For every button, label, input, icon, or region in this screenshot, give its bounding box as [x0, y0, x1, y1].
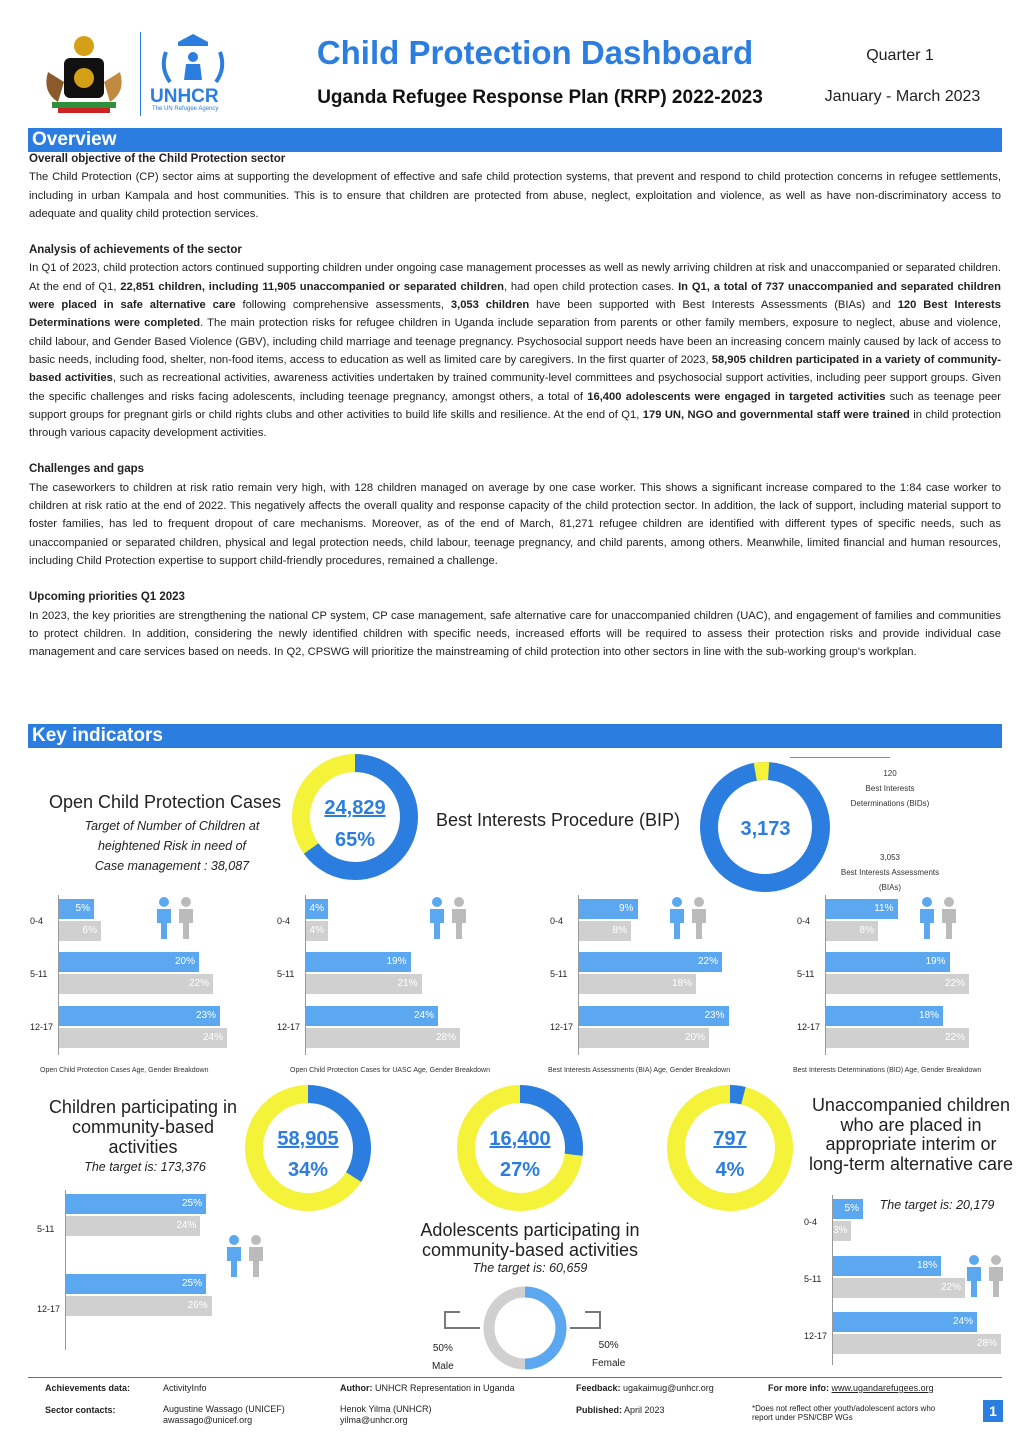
bar-female: 23% — [579, 1006, 729, 1026]
bar-female: 19% — [826, 952, 950, 972]
bid-callout: 120 Best Interests Determinations (BIDs) — [850, 769, 930, 808]
chart-caption: Open Child Protection Cases for UASC Age, Gender Breakdown — [290, 1067, 490, 1074]
page-title: Child Protection Dashboard — [316, 34, 754, 71]
header-divider — [140, 32, 141, 116]
unhcr-logo — [148, 32, 238, 116]
overview-heading: Overview — [28, 128, 1002, 152]
adolescents-title: Adolescents participating in community-based activities — [420, 1220, 640, 1260]
adolescents-pct: 27% — [499, 1159, 541, 1181]
age-label: 12-17 — [804, 1330, 828, 1341]
analysis-text: In Q1 of 2023, child protection actors continued supporting children under ongoing case management processes as well as newly arriving children at risk and unaccompanied or separated children. At the end of Q1, 22,851 children, including 11,905 unaccompanied or separated children, had open child protection cases. In Q1, a total of 737 unaccompanied and separated children were placed in safe alternative care following comprehensive assessments, 3,053 children have been supported with Best Interests Assessments (BIAs) and 120 Best Interests Determinations were completed. The main protection risks for refugee children in Uganda include separation from parents or other family members, exposure to neglect, abuse and violence, child labour, and Gender Based Violence (GBV), including child marriage and teenage pregnancy. Psychosocial support needs have been an increasing concern mainly caused by lack of access to basic needs, including food, shelter, non-food items, access to education as well as limited care by caregivers. In the first quarter of 2023, 58,905 children participated in a variety of community-based activities, such as recreational activities, awareness activities undertaken by trained community-level committees and psychosocial support activities, including peer support groups. Given the specific challenges and risks facing adolescents, including teenage pregnancy, amongst others, a total of 16,400 adolescents were engaged in targeted activities such as teenage peer support groups for pregnant girls or child rights clubs and other activities to build life skills and resilience. At the end of Q1, 179 UN, NGO and governmental staff were trained in child protection through various capacity development activities. — [29, 262, 1002, 440]
bar-female: 5% — [59, 899, 94, 919]
published: Published: April 2023 — [576, 1405, 665, 1415]
age-label: 5-11 — [37, 1224, 55, 1234]
open-cases-title: Open Child Protection Cases — [48, 792, 282, 812]
community-target: The target is: 173,376 — [84, 1160, 206, 1174]
age-label: 5-11 — [804, 1274, 822, 1284]
bar-male: 22% — [826, 1028, 969, 1048]
uganda-coat-of-arms — [38, 32, 130, 116]
feedback: Feedback: ugakaimug@unhcr.org — [576, 1383, 714, 1393]
uasc-title: Unaccompanied children who are placed in appropriate interim or long-term alternative care — [808, 1095, 1014, 1174]
male-person-icon — [450, 897, 468, 939]
age-label: 0-4 — [797, 915, 811, 926]
unhcr-tagline: The UN Refugee Agency — [152, 106, 219, 112]
community-title: Children participating in community-based activities — [48, 1097, 238, 1157]
bar-female: 25% — [66, 1274, 206, 1294]
age-label: 5-11 — [550, 969, 568, 979]
bid-leader — [790, 757, 890, 758]
bar-male: 21% — [306, 974, 422, 994]
bar-male: 28% — [833, 1334, 1001, 1354]
bar-female: 9% — [579, 899, 638, 919]
age-label: 12-17 — [30, 1022, 54, 1033]
age-label: 5-11 — [277, 969, 295, 979]
adolescents-gender-donut — [440, 1280, 610, 1370]
author: Author: UNHCR Representation in Uganda — [340, 1383, 515, 1393]
bar-male: 22% — [59, 974, 213, 994]
open-cases-pct: 65% — [334, 829, 376, 851]
bar-male: 3% — [833, 1221, 851, 1241]
age-label: 0-4 — [804, 1217, 818, 1228]
page-subtitle: Uganda Refugee Response Plan (RRP) 2022-2023 — [317, 87, 763, 108]
uasc-pct: 4% — [715, 1159, 745, 1181]
chart-caption: Open Child Protection Cases Age, Gender Breakdown — [40, 1067, 209, 1074]
male-person-icon — [247, 1235, 265, 1277]
male-person-icon — [690, 897, 708, 939]
age-label: 12-17 — [797, 1022, 821, 1033]
age-label: 0-4 — [550, 915, 564, 926]
period-label: January - March 2023 — [824, 88, 981, 105]
female-person-icon — [668, 897, 686, 939]
unhcr-label: UNHCR — [150, 86, 219, 107]
bar-male: 28% — [306, 1028, 460, 1048]
bar-male: 26% — [66, 1296, 212, 1316]
bar-male: 24% — [66, 1216, 200, 1236]
adolescents-value: 16,400 — [489, 1128, 551, 1150]
female-person-icon — [965, 1255, 983, 1297]
female-person-icon — [428, 897, 446, 939]
bar-male: 6% — [59, 921, 101, 941]
bar-female: 5% — [833, 1199, 863, 1219]
age-label: 5-11 — [797, 969, 815, 979]
bip-title: Best Interests Procedure (BIP) — [435, 810, 681, 830]
page-number: 1 — [983, 1400, 1003, 1422]
community-pct: 34% — [287, 1159, 329, 1181]
bar-male: 8% — [826, 921, 878, 941]
analysis-heading: Analysis of achievements of the sector — [29, 244, 242, 257]
bia-callout: 3,053 Best Interests Assessments (BIAs) — [840, 853, 940, 892]
bar-female: 24% — [306, 1006, 438, 1026]
bar-female: 19% — [306, 952, 411, 972]
adolescents-target: The target is: 60,659 — [472, 1261, 588, 1275]
bar-female: 22% — [579, 952, 722, 972]
key-indicators-heading: Key indicators — [28, 724, 1002, 748]
bar-female: 20% — [59, 952, 199, 972]
bar-male: 22% — [826, 974, 969, 994]
bar-female: 25% — [66, 1194, 206, 1214]
bar-male: 18% — [579, 974, 696, 994]
contact-1: Augustine Wassago (UNICEF) awassago@unicef.org — [163, 1404, 285, 1425]
bar-female: 23% — [59, 1006, 220, 1026]
bar-female: 4% — [306, 899, 328, 919]
female-share: 50% Female — [592, 1340, 626, 1369]
age-label: 12-17 — [277, 1022, 301, 1033]
age-label: 5-11 — [30, 969, 48, 979]
female-person-icon — [155, 897, 173, 939]
age-label: 12-17 — [37, 1304, 61, 1314]
male-share: 50% Male — [432, 1343, 454, 1372]
objective-heading: Overall objective of the Child Protection sector — [29, 153, 286, 165]
priorities-heading: Upcoming priorities Q1 2023 — [29, 591, 185, 604]
male-person-icon — [940, 897, 958, 939]
bip-value: 3,173 — [740, 818, 791, 840]
bar-male: 4% — [306, 921, 328, 941]
bar-male: 22% — [833, 1278, 965, 1298]
achievements-value: ActivityInfo — [163, 1383, 207, 1393]
bar-female: 24% — [833, 1312, 977, 1332]
achievements-label: Achievements data: — [45, 1383, 131, 1393]
challenges-heading: Challenges and gaps — [29, 463, 145, 476]
bar-female: 18% — [826, 1006, 943, 1026]
male-person-icon — [987, 1255, 1005, 1297]
uasc-target: The target is: 20,179 — [879, 1198, 995, 1212]
priorities-text: In 2023, the key priorities are strengthening the national CP system, CP case management, safe alternative care for unaccompanied children (UAC), and engagement of families and communities to protect children. In addition, considering the newly identified children with specific needs, increased efforts will be required to assess their protection risks and provide individual case management and care services based on needs. In Q2, CPSWG will prioritize the mainstreaming of child protection into other sectors in line with the sub-working group's workplan. — [29, 609, 1001, 659]
uasc-value: 797 — [713, 1128, 747, 1150]
challenges-text: The caseworkers to children at risk ratio remain very high, with 128 children managed on average by one case worker. This shows a significant increase compared to the 1:84 case worker to children at risk ratio at the end of 2022. This negatively affects the overall quality and response capacity of the child protection sector. In addition, the lack of support, including material support to foster families, has led to frequent dropout of care mechanisms. Moreover, as of the end of March, 81,271 refugee children are identified with different types of specific needs, such as unaccompanied or separated children, physical and legal protection needs, child labour, teenage pregnancy, and child parents, among others. Meanwhile, limited financial and human resources, including Child Protection expertise to support child-friendly procedures, remained a challenge. — [29, 481, 1001, 567]
chart-caption: Best Interests Determinations (BID) Age, Gender Breakdown — [793, 1067, 982, 1074]
footer-divider — [28, 1377, 1002, 1378]
more-info: For more info: www.ugandarefugees.org — [768, 1383, 934, 1393]
age-label: 12-17 — [550, 1022, 574, 1033]
bar-male: 24% — [59, 1028, 227, 1048]
contacts-label: Sector contacts: — [45, 1405, 116, 1415]
more-info-link[interactable]: www.ugandarefugees.org — [831, 1383, 934, 1393]
bar-male: 8% — [579, 921, 631, 941]
open-cases-target: Target of Number of Children at heightened Risk in need of Case management : 38,087 — [84, 819, 260, 873]
age-label: 0-4 — [277, 915, 291, 926]
chart-caption: Best Interests Assessments (BIA) Age, Gender Breakdown — [548, 1067, 731, 1074]
bar-female: 18% — [833, 1256, 941, 1276]
open-cases-value: 24,829 — [324, 797, 386, 819]
community-value: 58,905 — [277, 1128, 339, 1150]
chart-axis — [65, 1190, 66, 1350]
age-label: 0-4 — [30, 915, 44, 926]
overview-text — [29, 150, 1001, 679]
female-person-icon — [918, 897, 936, 939]
bar-female: 11% — [826, 899, 898, 919]
male-person-icon — [177, 897, 195, 939]
quarter-label: Quarter 1 — [866, 47, 934, 64]
contact-2: Henok Yilma (UNHCR) yilma@unhcr.org — [340, 1404, 432, 1425]
bar-male: 20% — [579, 1028, 709, 1048]
female-person-icon — [225, 1235, 243, 1277]
footnote: *Does not reflect other youth/adolescent actors who report under PSN/CBP WGs — [752, 1404, 936, 1422]
objective-text: The Child Protection (CP) sector aims at supporting the development of effective and safe child protection systems, that prevent and respond to child protection concerns in refugee settlements, including in urban Kampala and host communities. This is to ensure that children are protected from abuse, neglect, exploitation and violence, as well as have non-discriminatory access to adequate and quality child protection services. — [29, 171, 1001, 220]
